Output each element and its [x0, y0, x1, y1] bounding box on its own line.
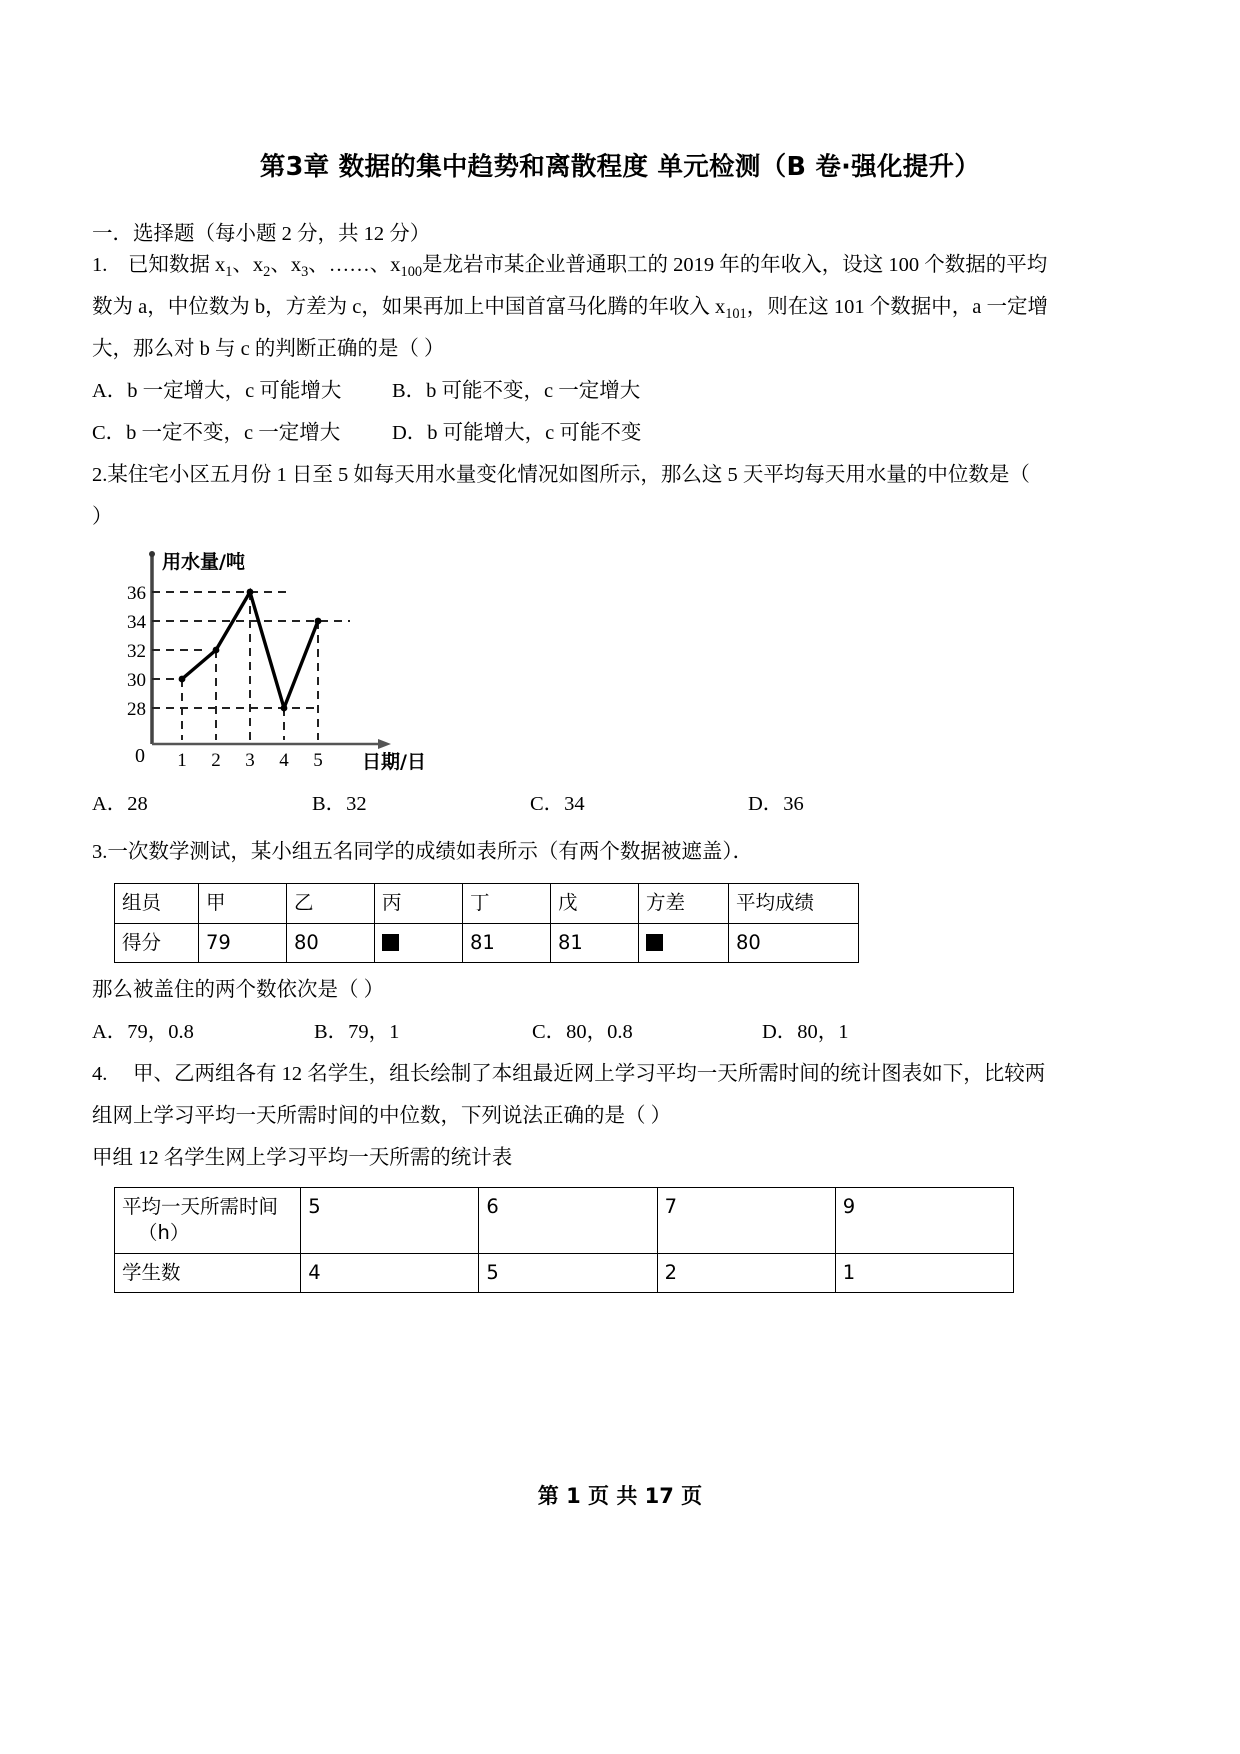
- q3-option-b[interactable]: B．79，1: [314, 1021, 400, 1043]
- q3-option-a[interactable]: A．79，0.8: [92, 1021, 194, 1043]
- q1-option-b[interactable]: B．b 可能不变，c 一定增大: [392, 380, 641, 403]
- question-1-number: 1.: [92, 254, 108, 277]
- ytick-label-30: 30: [127, 670, 146, 692]
- question-4-line-2: 组网上学习平均一天所需时间的中位数，下列说法正确的是（ ）: [92, 1105, 672, 1127]
- q4-hours-1: 5: [301, 1188, 479, 1254]
- x-axis-title: 日期/日: [362, 751, 426, 774]
- q1-sub-4: 100: [400, 264, 423, 281]
- q1-sub-2: 2: [263, 264, 271, 281]
- q3-header-5: 戊: [551, 884, 639, 923]
- q3-score-jia: 79: [199, 923, 287, 962]
- q3-score-wu: 81: [551, 923, 639, 962]
- q2-option-b[interactable]: B．32: [312, 793, 367, 816]
- question-1-line-3: 大，那么对 b 与 c 的判断正确的是（ ）: [92, 338, 445, 361]
- q3-header-0: 组员: [115, 884, 199, 923]
- q1-sub-3: 3: [301, 264, 309, 281]
- q4-count-4: 1: [835, 1253, 1013, 1292]
- ytick-label-28: 28: [127, 699, 146, 721]
- q3-header-6: 方差: [639, 884, 729, 923]
- q4-text-line1: 甲、乙两组各有 12 名学生，组长绘制了本组最近网上学习平均一天所需时间的统计图表如下，比较两: [133, 1063, 1046, 1085]
- ytick-label-36: 36: [127, 583, 146, 605]
- q3-average: 80: [729, 923, 859, 962]
- masked-value-box-icon: [382, 934, 399, 951]
- q4-hours-3: 7: [657, 1188, 835, 1254]
- question-2-line-2: ）: [92, 506, 113, 529]
- question-3-line-2: 那么被盖住的两个数依次是（ ）: [92, 979, 385, 1001]
- q1-sub-1: 1: [225, 264, 233, 281]
- question-3-options-row: [92, 1011, 1148, 1053]
- q1-text-e: 是龙岩市某企业普通职工的 2019 年的年收入，设这 100 个数据的平均: [422, 254, 1048, 277]
- question-4-line-1: [92, 1053, 1148, 1095]
- q4-row1-label-line2: （h）: [138, 1221, 190, 1245]
- xtick-label-3: 3: [245, 750, 255, 772]
- section-heading-choice: 一．选择题（每小题 2 分，共 12 分）: [92, 222, 431, 245]
- question-1-options-row-2: [92, 412, 1148, 454]
- question-4-group-a-table: [114, 1187, 1014, 1293]
- page-footer: [0, 1480, 1240, 1510]
- question-4-number: 4.: [92, 1063, 108, 1085]
- q3-score-ding: 81: [463, 923, 551, 962]
- q1-text-c: 、x: [270, 254, 302, 277]
- xtick-label-2: 2: [211, 750, 221, 772]
- table-row: [115, 1253, 1014, 1292]
- q4-count-3: 2: [657, 1253, 835, 1292]
- table-row: [115, 1188, 1014, 1254]
- question-1-line-2: [92, 286, 1148, 328]
- q2-option-c[interactable]: C．34: [530, 793, 585, 816]
- q1-text-d: 、……、x: [308, 254, 401, 277]
- question-1-options-row-1: [92, 370, 1148, 412]
- data-point-day-1: [179, 676, 186, 683]
- ytick-label-32: 32: [127, 641, 146, 663]
- q1-option-d[interactable]: D．b 可能增大，c 可能不变: [392, 422, 642, 445]
- question-4-table-caption: 甲组 12 名学生网上学习平均一天所需的统计表: [92, 1147, 513, 1169]
- question-3-line-1: 3.一次数学测试，某小组五名同学的成绩如表所示（有两个数据被遮盖）．: [92, 841, 754, 864]
- water-usage-line-chart: [110, 544, 450, 779]
- origin-label: 0: [135, 745, 145, 768]
- q4-hours-4: 9: [835, 1188, 1013, 1254]
- question-2-line-1: 2.某住宅小区五月份 1 日至 5 如每天用水量变化情况如图所示，那么这 5 天平均每天用水量的中位数是（: [92, 464, 1030, 487]
- xtick-label-5: 5: [313, 750, 323, 772]
- q4-count-1: 4: [301, 1253, 479, 1292]
- q1-option-a[interactable]: A．b 一定增大，c 可能增大: [92, 380, 342, 403]
- q3-option-d[interactable]: D．80，1: [762, 1021, 849, 1043]
- q3-header-1: 甲: [199, 884, 287, 923]
- q1-option-c[interactable]: C．b 一定不变，c 一定增大: [92, 422, 341, 445]
- q3-header-4: 丁: [463, 884, 551, 923]
- data-point-day-2: [213, 647, 220, 654]
- q4-count-2: 5: [479, 1253, 657, 1292]
- q3-variance-masked: [639, 923, 729, 962]
- q3-score-bing-masked: [375, 923, 463, 962]
- masked-value-box-icon: [646, 934, 663, 951]
- xtick-label-1: 1: [177, 750, 187, 772]
- question-1-line-1: [92, 244, 1148, 286]
- y-axis-title: 用水量/吨: [162, 551, 245, 574]
- q4-hours-2: 6: [479, 1188, 657, 1254]
- data-point-day-5: [315, 618, 322, 625]
- q3-header-3: 丙: [375, 884, 463, 923]
- table-row: [115, 923, 859, 962]
- data-point-day-4: [281, 705, 288, 712]
- page-title: 第3章 数据的集中趋势和离散程度 单元检测（B 卷·强化提升）: [259, 152, 981, 182]
- data-point-day-3: [247, 589, 254, 596]
- q1-text-a: 已知数据 x: [127, 254, 226, 277]
- page-number-text: 第 1 页 共 17 页: [537, 1484, 703, 1508]
- question-2-options-row: [92, 783, 1148, 825]
- q1-line2-a: 数为 a，中位数为 b，方差为 c，如果再加上中国首富马化腾的年收入 x: [92, 296, 726, 319]
- q2-option-a[interactable]: A．28: [92, 793, 148, 816]
- q3-header-7: 平均成绩: [729, 884, 859, 923]
- q1-line2-b: ，则在这 101 个数据中，a 一定增: [746, 296, 1048, 319]
- x-axis-arrow: [378, 739, 391, 749]
- q3-score-yi: 80: [287, 923, 375, 962]
- chart-svg: [110, 544, 450, 779]
- q1-text-b: 、x: [232, 254, 264, 277]
- xtick-label-4: 4: [279, 750, 289, 772]
- ytick-label-34: 34: [127, 612, 146, 634]
- q2-option-d[interactable]: D．36: [748, 793, 804, 816]
- q1-sub-101: 101: [725, 306, 747, 323]
- q4-row2-label: 学生数: [115, 1253, 301, 1292]
- table-row-header: [115, 884, 859, 923]
- question-3-score-table: [114, 883, 859, 963]
- q3-option-c[interactable]: C．80，0.8: [532, 1021, 633, 1043]
- y-axis-tip: [149, 551, 155, 557]
- q3-row-label: 得分: [115, 923, 199, 962]
- q4-row1-label-line1: 平均一天所需时间: [122, 1195, 279, 1218]
- q4-row1-label: [115, 1188, 301, 1254]
- q3-header-2: 乙: [287, 884, 375, 923]
